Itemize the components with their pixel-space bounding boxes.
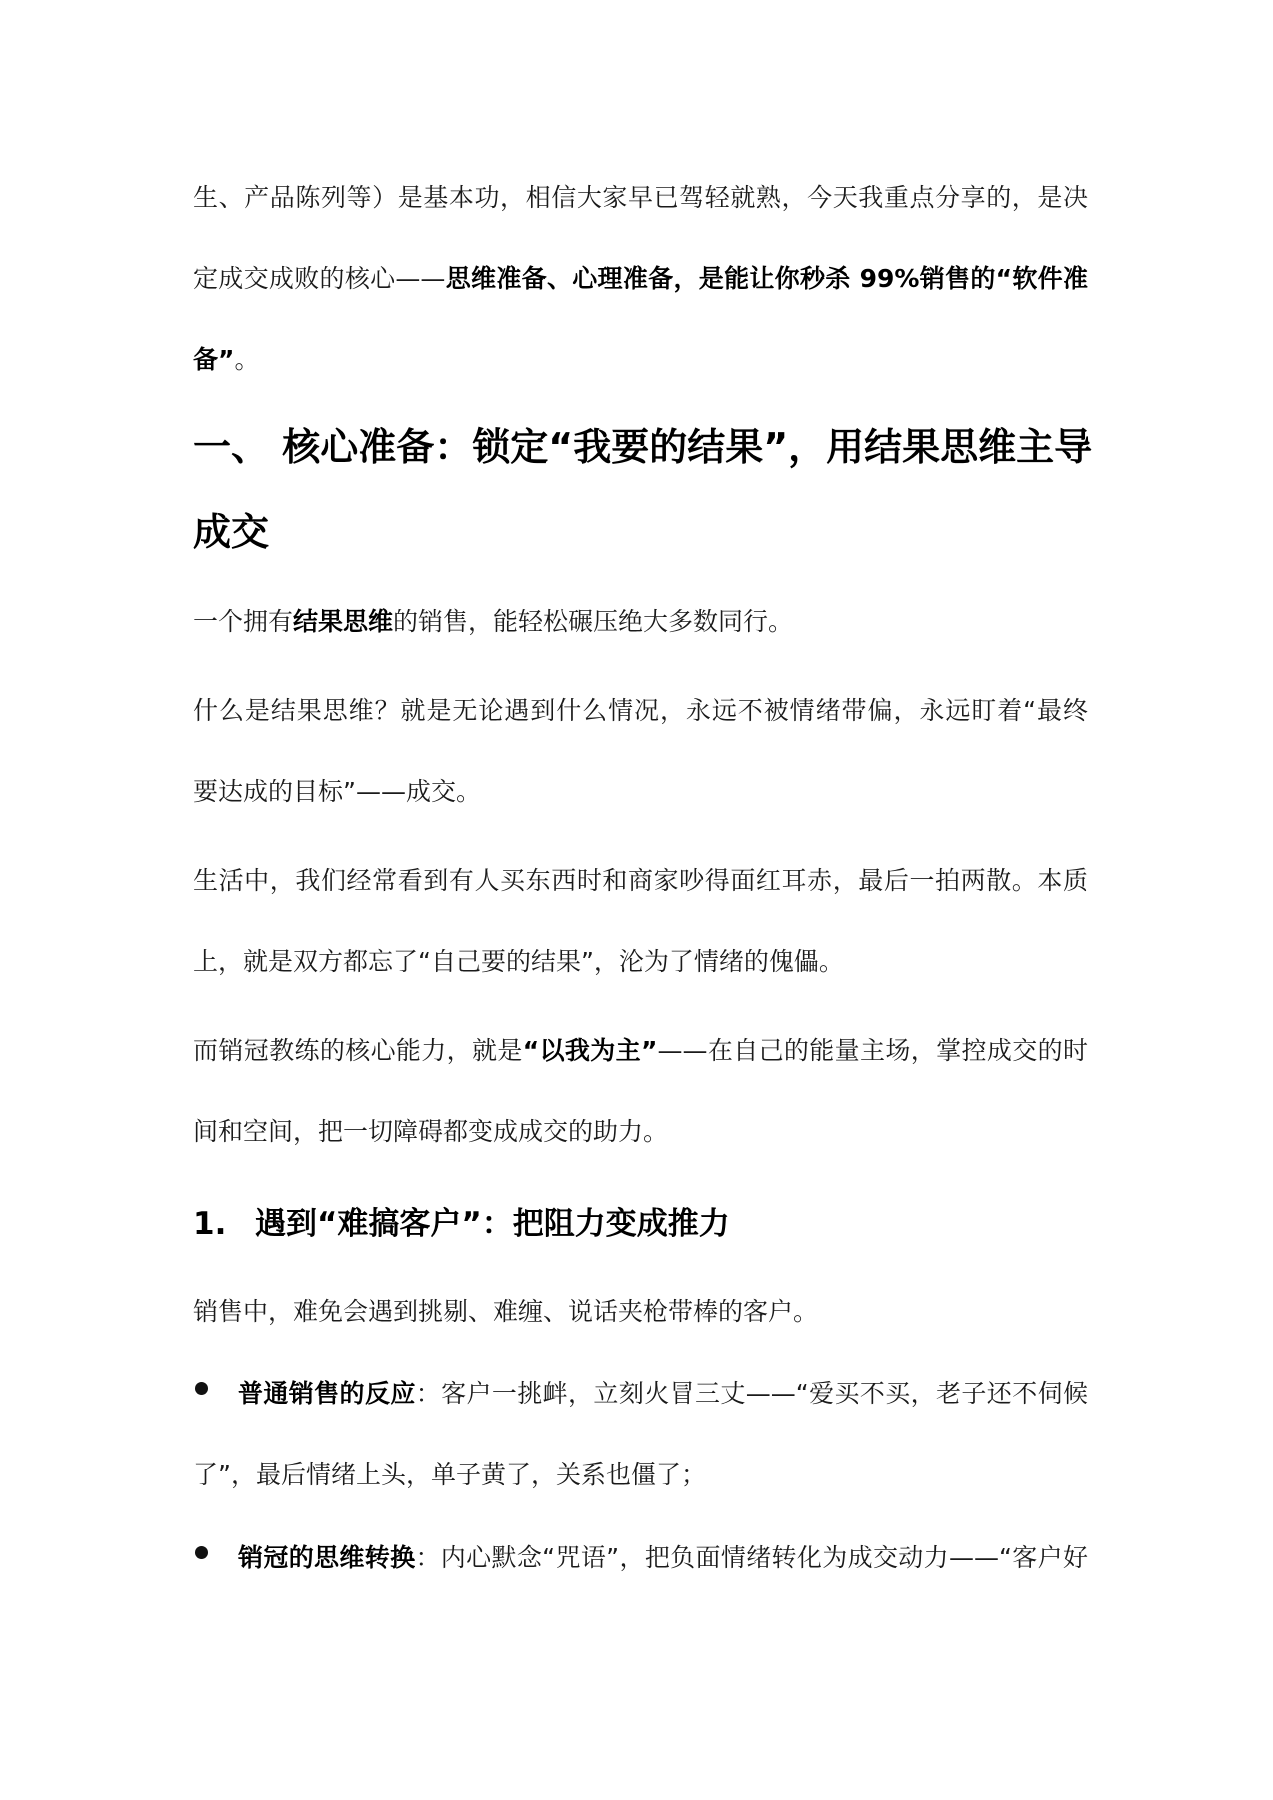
paragraph-life-example-line-2: 上，就是双方都忘了“自己要的结果”，沦为了情绪的傀儡。 [193,947,844,976]
paragraph-definition-line-2: 要达成的目标”——成交。 [193,777,481,806]
paragraph-core-ability-line-2: 间和空间，把一切障碍都变成成交的助力。 [193,1117,669,1146]
intro-line-3: 备”。 [193,345,260,374]
bullet-item-1-line-2: 了”，最后情绪上头，单子黄了，关系也僵了； [193,1460,706,1489]
paragraph-life-example-line-1: 生活中，我们经常看到有人买东西时和商家吵得面红耳赤，最后一拍两散。本质 [193,866,1088,895]
subsection-heading [193,1204,730,1244]
subsection-intro: 销售中，难免会遇到挑剔、难缠、说话夹枪带棒的客户。 [193,1297,819,1326]
subsection-number: 1. [193,1206,227,1242]
bullet-item-1-line-1: 普通销售的反应：客户一挑衅，立刻火冒三丈——“爱买不买，老子还不伺候 [238,1379,1088,1408]
paragraph-core-ability-line-1: 而销冠教练的核心能力，就是“以我为主”——在自己的能量主场，掌控成交的时 [193,1036,1088,1065]
bullet-item-2-line-1: 销冠的思维转换：内心默念“咒语”，把负面情绪转化为成交动力——“客户好 [238,1543,1088,1572]
subsection-title: 遇到“难搞客户”：把阻力变成推力 [255,1206,730,1242]
section-heading-line-2: 成交 [193,510,270,554]
intro-line-1: 生、产品陈列等）是基本功，相信大家早已驾轻就熟，今天我重点分享的，是决 [193,183,1088,212]
intro-line-2: 定成交成败的核心——思维准备、心理准备，是能让你秒杀 99%销售的“软件准 [193,264,1088,293]
section-heading-line-1: 一、 核心准备：锁定“我要的结果”，用结果思维主导 [193,425,1093,469]
paragraph-definition-line-1: 什么是结果思维？就是无论遇到什么情况，永远不被情绪带偏，永远盯着“最终 [193,696,1088,725]
bullet-dot-icon [195,1546,208,1559]
bullet-dot-icon [195,1382,208,1395]
intro-emphasis: 思维准备、心理准备，是能让你秒杀 99%销售的“软件准 [445,264,1088,293]
paragraph-result-thinking: 一个拥有结果思维的销售，能轻松碾压绝大多数同行。 [193,607,794,636]
